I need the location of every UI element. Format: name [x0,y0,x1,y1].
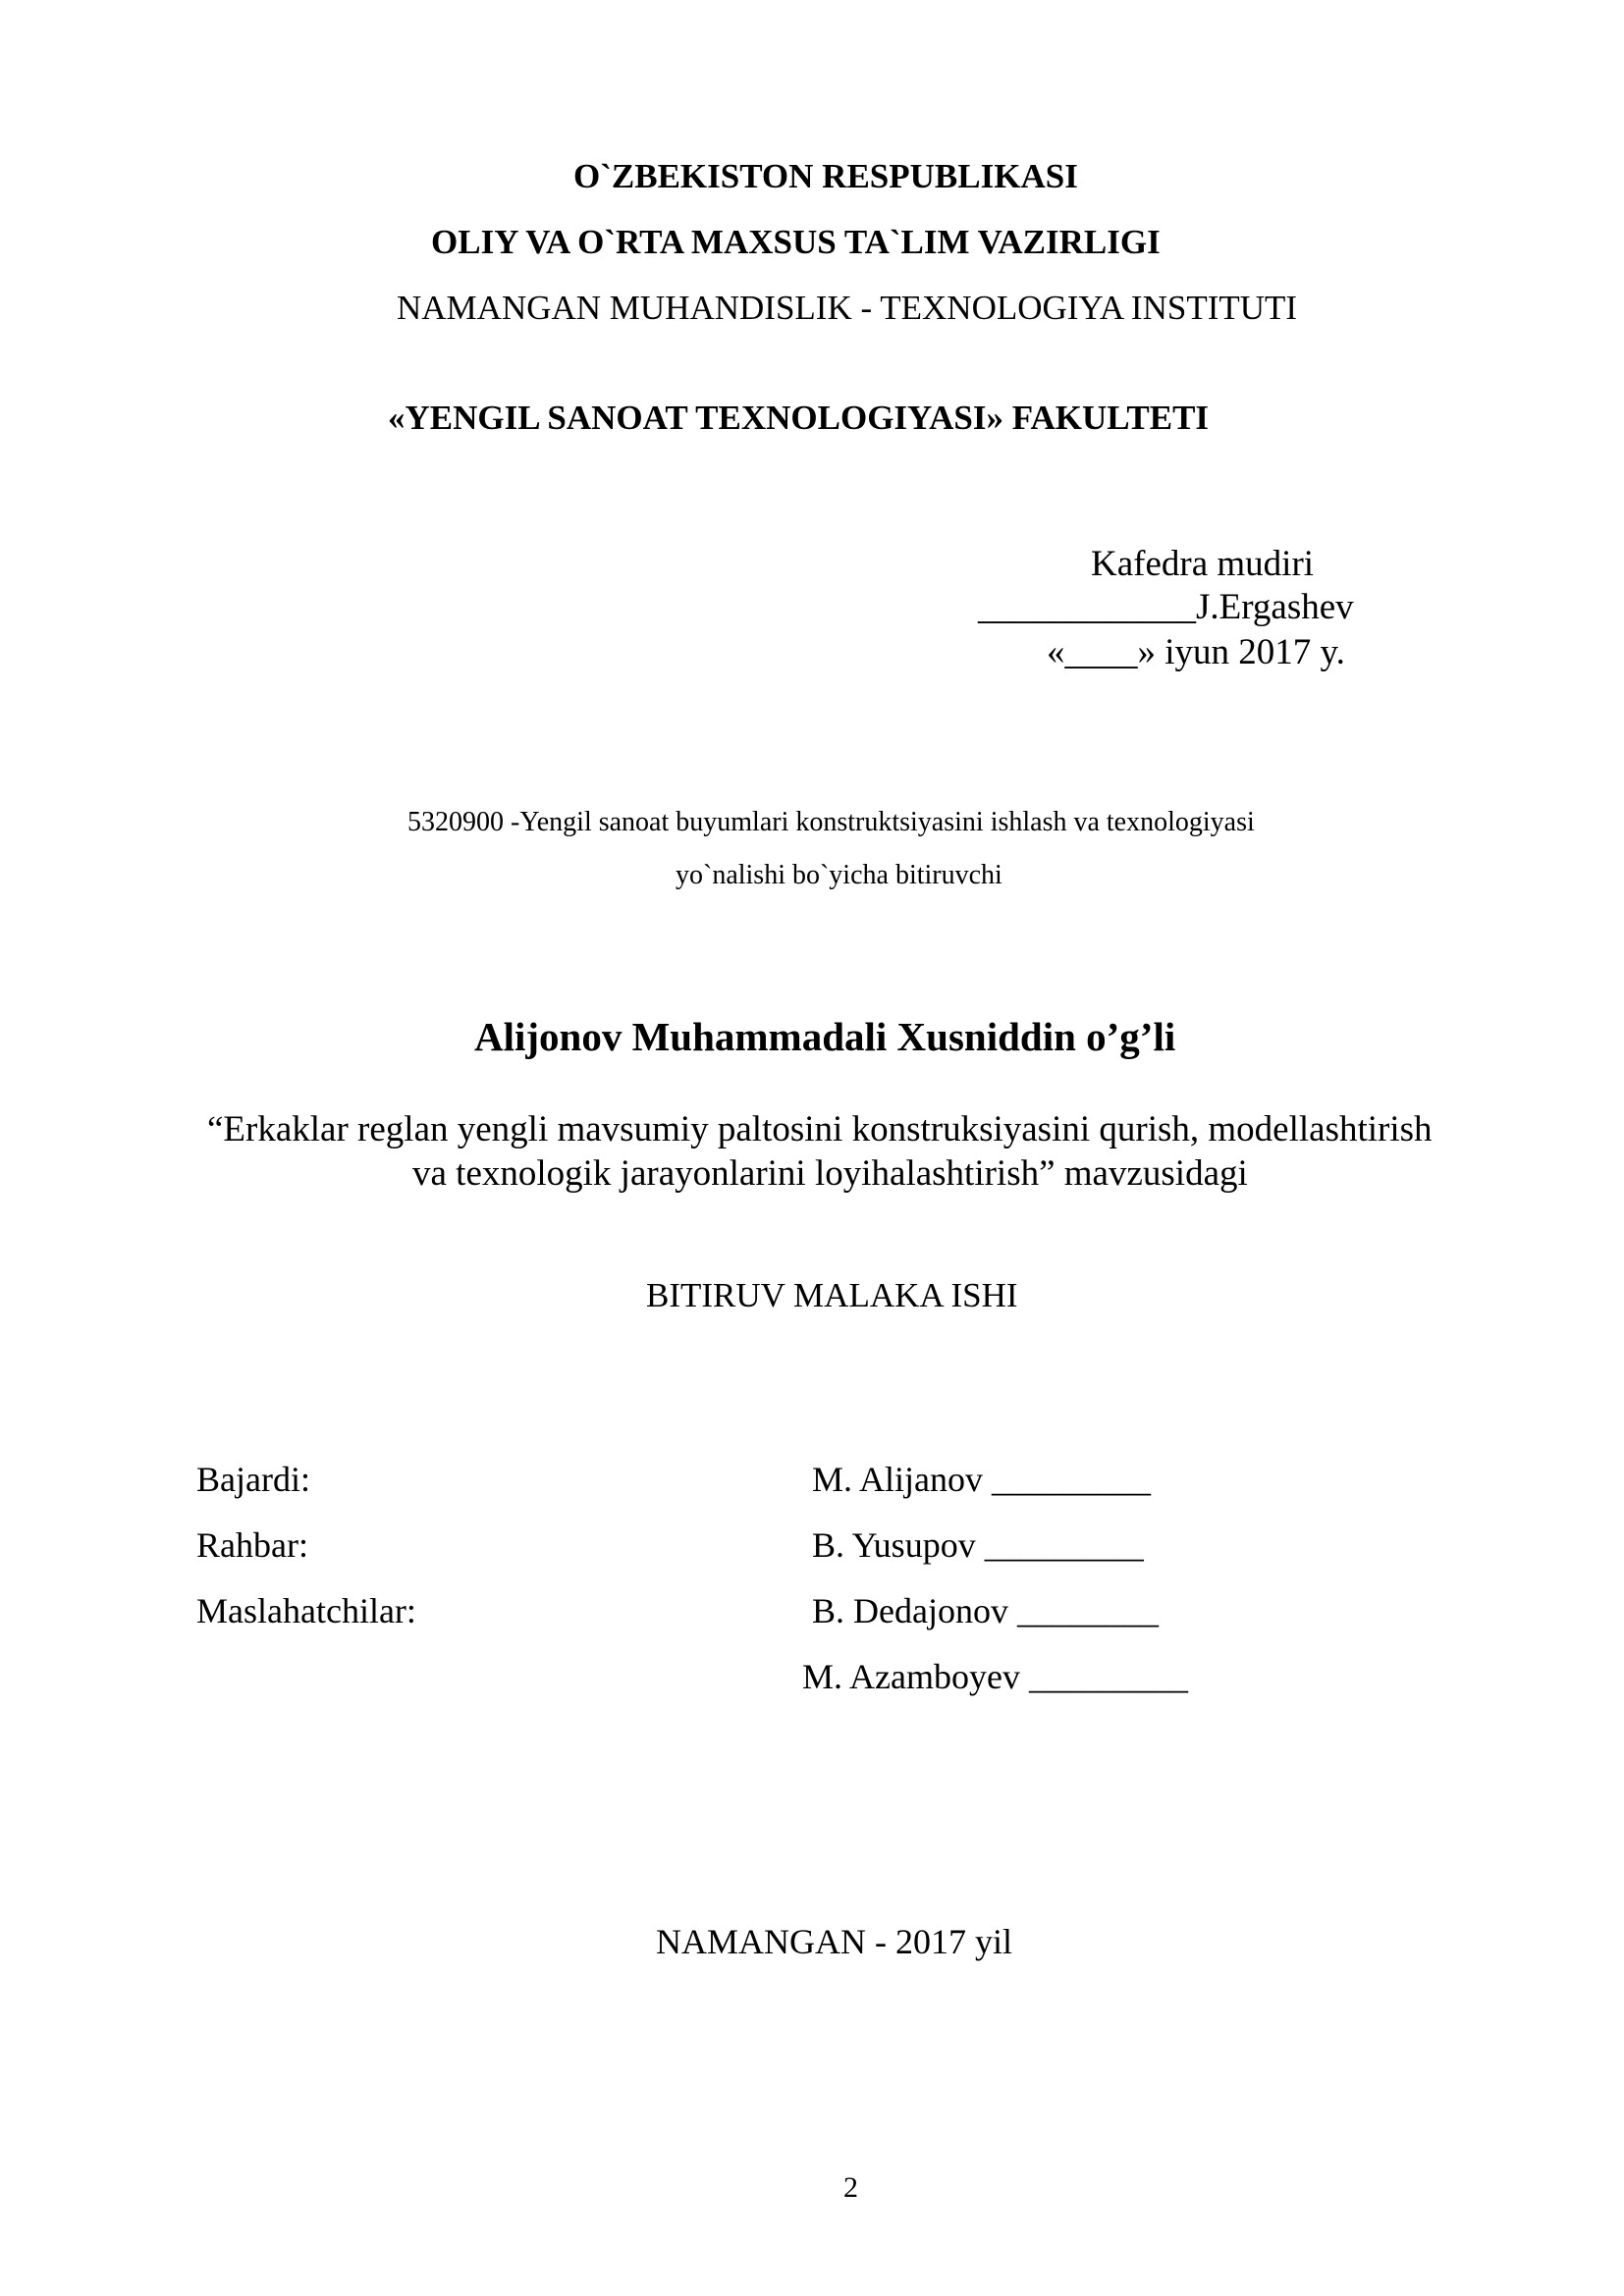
page-number: 2 [843,2171,858,2204]
signatory-name: B. Yusupov _________ [812,1525,1144,1565]
institute-heading: NAMANGAN MUHANDISLIK - TEXNOLOGIYA INSTITUTI [397,289,1298,327]
approval-date: «____» iyun 2017 y. [1047,632,1345,672]
signatory-name: M. Alijanov _________ [812,1460,1152,1499]
approval-signature: ____________J.Ergashev [978,587,1354,627]
signatory-label: Bajardi: [196,1460,310,1499]
republic-heading: O`ZBEKISTON RESPUBLIKASI [573,157,1078,195]
approval-title: Kafedra mudiri [1091,544,1315,584]
signatory-name: M. Azamboyev _________ [802,1657,1188,1696]
signatory-label: Rahbar: [196,1525,308,1565]
work-type-title: BITIRUV MALAKA ISHI [646,1276,1018,1314]
signatory-label: Maslahatchilar: [196,1591,416,1630]
city-year: NAMANGAN - 2017 yil [656,1922,1012,1961]
topic-line-2: va texnologik jarayonlarini loyihalashtirish” mavzusidagi [412,1153,1248,1194]
faculty-heading: «YENGIL SANOAT TEXNOLOGIYASI» FAKULTETI [388,399,1210,437]
ministry-heading: OLIY VA O`RTA MAXSUS TA`LIM VAZIRLIGI [431,223,1161,261]
specialty-line-2: yo`nalishi bo`yicha bitiruvchi [676,860,1002,890]
topic-line-1: “Erkaklar reglan yengli mavsumiy paltosini konstruksiyasini qurish, modellashtirish [207,1109,1433,1149]
signatory-name: B. Dedajonov ________ [812,1591,1159,1630]
specialty-line-1: 5320900 -Yengil sanoat buyumlari konstruktsiyasini ishlash va texnologiyasi [407,807,1255,837]
author-name: Alijonov Muhammadali Xusniddin o’g’li [474,1014,1176,1059]
